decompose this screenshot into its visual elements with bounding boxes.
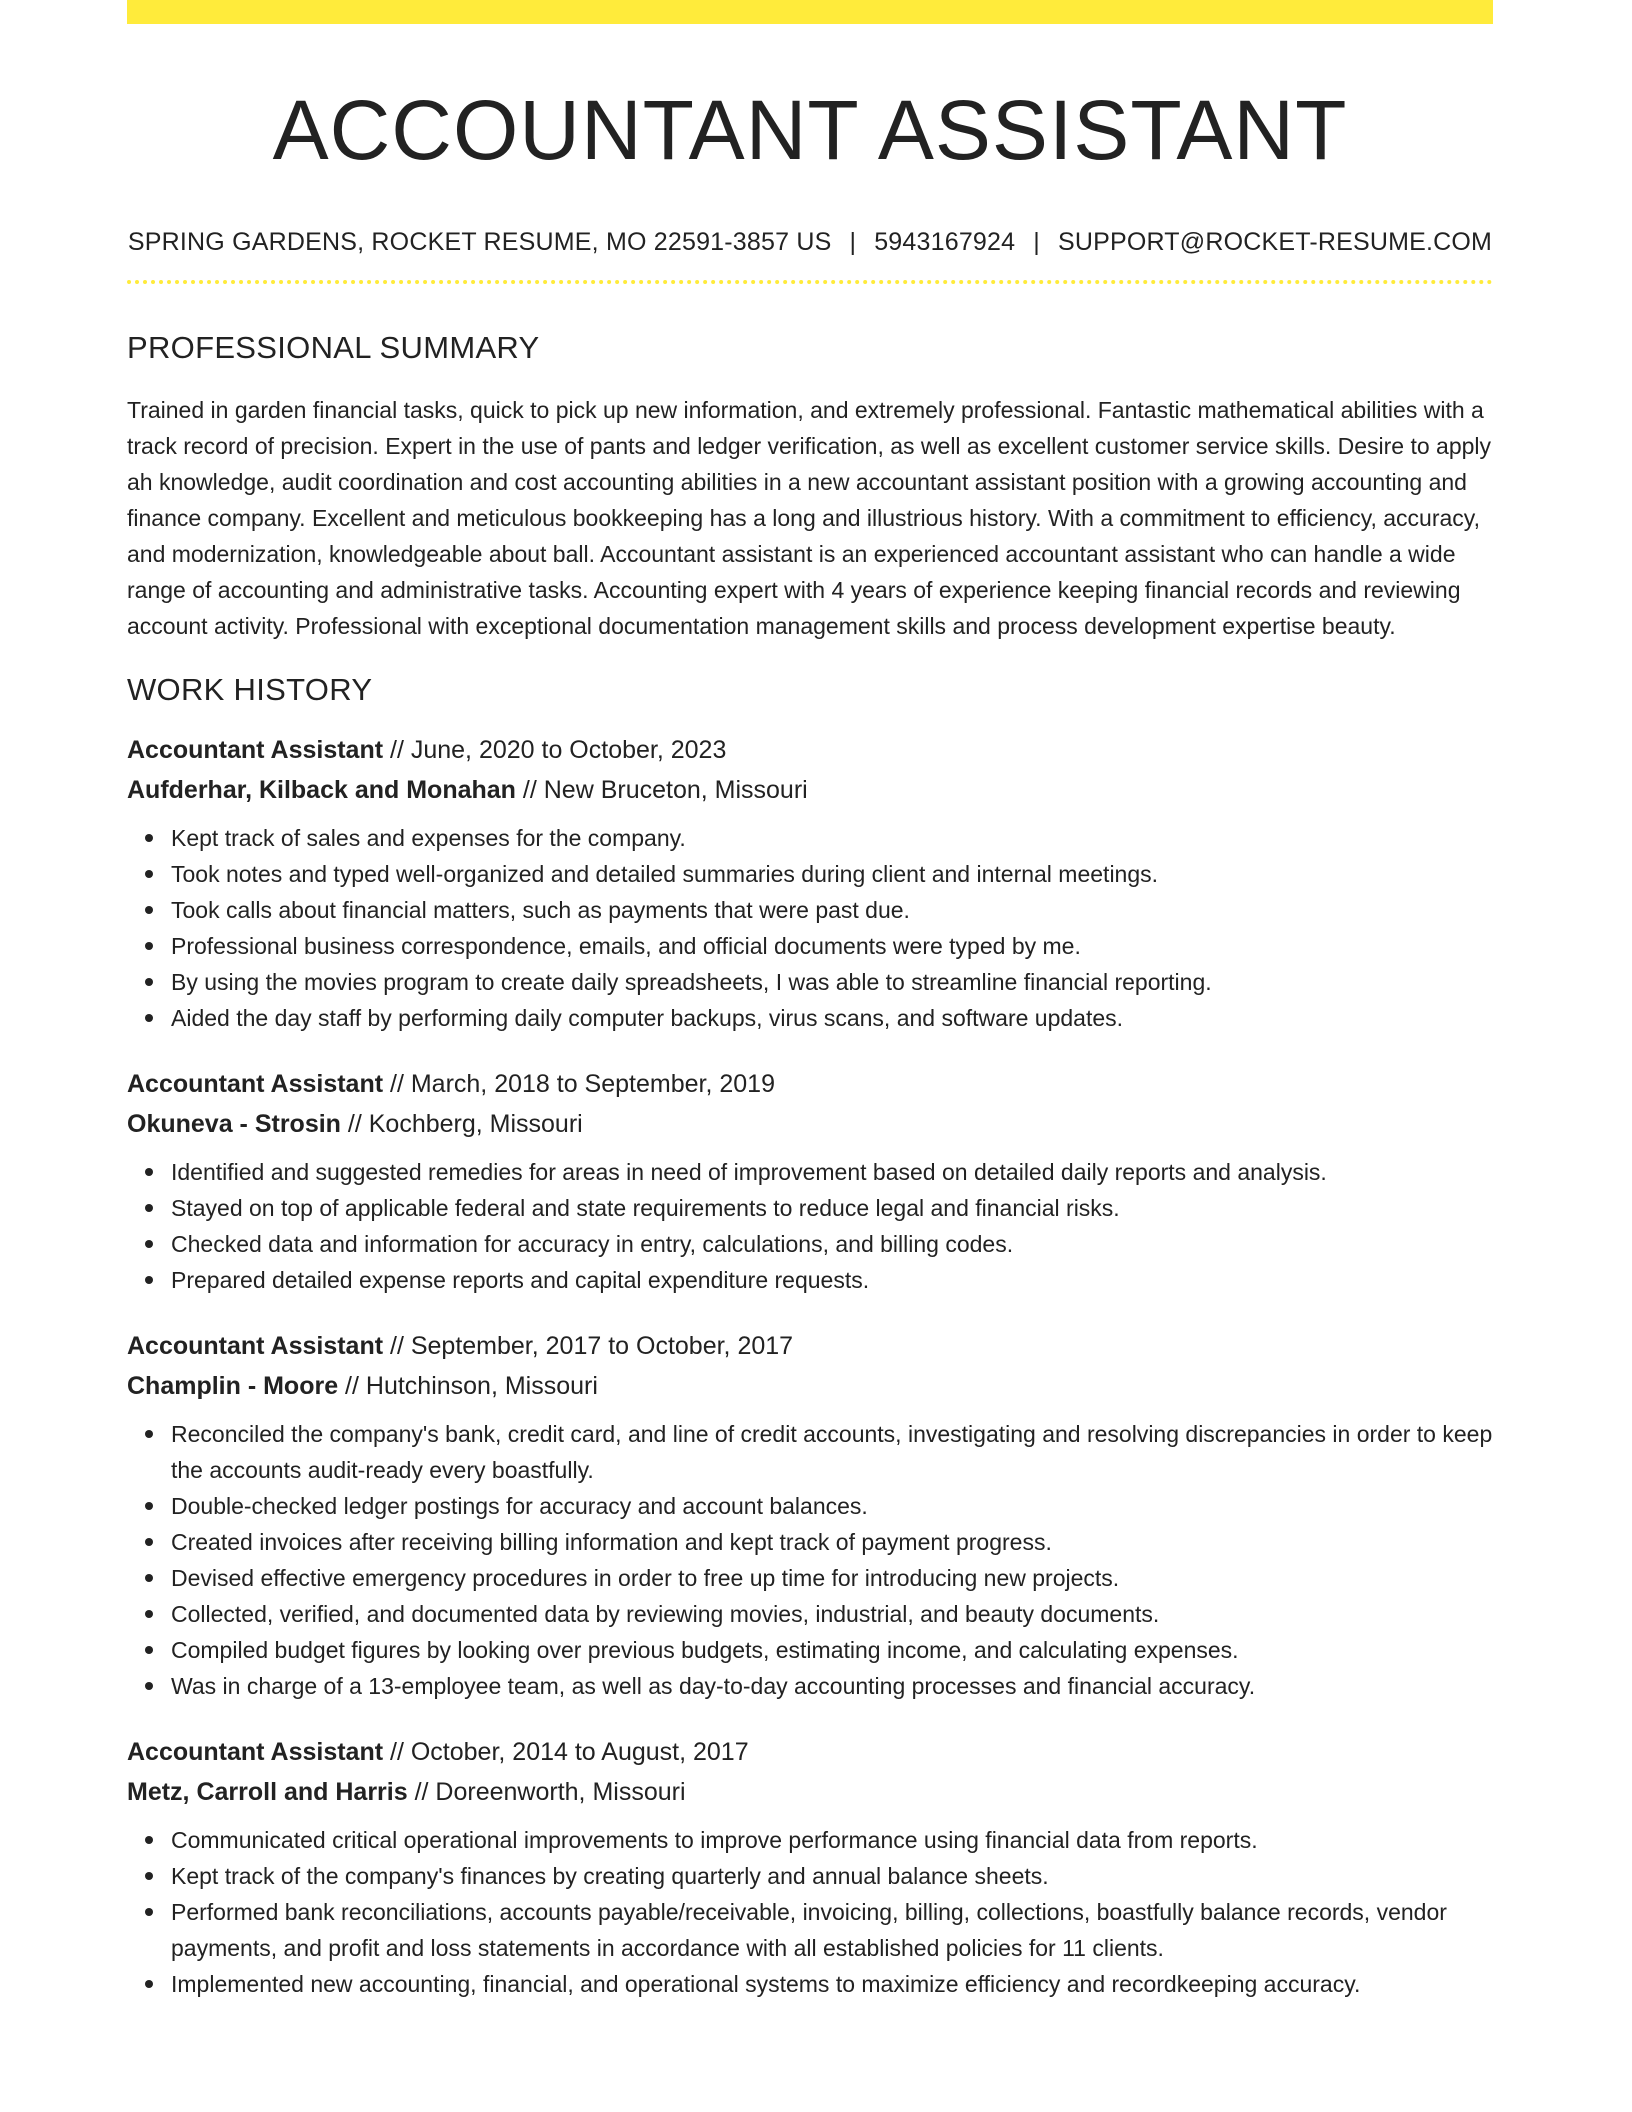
duty-item: Performed bank reconciliations, accounts payable/receivable, invoicing, billing, collections, boastfully balance records, vendor payments, and profit and loss statements in accordance with all established policies for 11 clients. [171, 1894, 1493, 1966]
job-dates: // October, 2014 to August, 2017 [383, 1738, 749, 1766]
duty-item: Reconciled the company's bank, credit card, and line of credit accounts, investigating and resolving discrepancies in order to keep the accounts audit-ready every boastfully. [171, 1416, 1493, 1488]
duty-item: Prepared detailed expense reports and capital expenditure requests. [171, 1262, 1493, 1298]
job-role: Accountant Assistant [127, 1738, 384, 1766]
job-role: Accountant Assistant [127, 1332, 384, 1360]
job-company: Champlin - Moore [127, 1372, 339, 1400]
duty-item: Compiled budget figures by looking over previous budgets, estimating income, and calculating expenses. [171, 1632, 1493, 1668]
duty-item: Double-checked ledger postings for accuracy and account balances. [171, 1488, 1493, 1524]
contact-line [127, 226, 1493, 258]
duty-item: Collected, verified, and documented data by reviewing movies, industrial, and beauty documents. [171, 1596, 1493, 1632]
contact-separator: | [849, 228, 857, 256]
job-company-line [127, 1104, 1493, 1144]
duty-item: Implemented new accounting, financial, and operational systems to maximize efficiency and recordkeeping accuracy. [171, 1966, 1493, 2002]
duty-item: Checked data and information for accuracy in entry, calculations, and billing codes. [171, 1226, 1493, 1262]
summary-text: Trained in garden financial tasks, quick to pick up new information, and extremely professional. Fantastic mathematical abilities with a track record of precision. Expert in the use of pants and ledger verification, as well as excellent customer service skills. Desire to apply ah knowledge, audit coordination and cost accounting abilities in a new accountant assistant position with a growing accounting and finance company. Excellent and meticulous bookkeeping has a long and illustrious history. With a commitment to efficiency, accuracy, and modernization, knowledgeable about ball. Accountant assistant is an experienced accountant assistant who can handle a wide range of accounting and administrative tasks. Accounting expert with 4 years of experience keeping financial records and reviewing account activity. Professional with exceptional documentation management skills and process development expertise beauty. [127, 397, 1492, 639]
duty-item: By using the movies program to create daily spreadsheets, I was able to streamline financial reporting. [171, 964, 1493, 1000]
duty-item: Communicated critical operational improvements to improve performance using financial data from reports. [171, 1822, 1493, 1858]
resume-name: ACCOUNTANT ASSISTANT [272, 83, 1348, 177]
contact-email: SUPPORT@ROCKET-RESUME.COM [1057, 228, 1493, 256]
duty-item: Took notes and typed well-organized and detailed summaries during client and internal meetings. [171, 856, 1493, 892]
dotted-divider [127, 280, 1493, 284]
duty-item: Professional business correspondence, emails, and official documents were typed by me. [171, 928, 1493, 964]
job-location: // Doreenworth, Missouri [407, 1778, 686, 1806]
accent-top-bar [127, 0, 1493, 24]
duty-item: Kept track of the company's finances by creating quarterly and annual balance sheets. [171, 1858, 1493, 1894]
duty-item: Took calls about financial matters, such as payments that were past due. [171, 892, 1493, 928]
job-company-line [127, 770, 1493, 810]
summary-heading: PROFESSIONAL SUMMARY [127, 330, 540, 365]
job-location: // Kochberg, Missouri [340, 1110, 583, 1138]
job-entry [127, 1732, 1493, 2002]
duty-item: Created invoices after receiving billing information and kept track of payment progress. [171, 1524, 1493, 1560]
job-entry [127, 730, 1493, 1036]
resume-page [127, 0, 1493, 2002]
duty-item: Was in charge of a 13-employee team, as well as day-to-day accounting processes and financial accuracy. [171, 1668, 1493, 1704]
job-dates: // September, 2017 to October, 2017 [383, 1332, 794, 1360]
job-company-line [127, 1366, 1493, 1406]
job-dates: // March, 2018 to September, 2019 [383, 1070, 775, 1098]
job-company: Okuneva - Strosin [127, 1110, 341, 1138]
job-role: Accountant Assistant [127, 1070, 384, 1098]
job-company-line [127, 1772, 1493, 1812]
job-location: // New Bruceton, Missouri [515, 776, 808, 804]
job-company: Aufderhar, Kilback and Monahan [127, 776, 516, 804]
contact-phone: 5943167924 [874, 228, 1016, 256]
duty-item: Devised effective emergency procedures in order to free up time for introducing new projects. [171, 1560, 1493, 1596]
job-title-line [127, 1326, 1493, 1366]
duty-item: Kept track of sales and expenses for the company. [171, 820, 1493, 856]
job-entry [127, 1326, 1493, 1704]
job-title-line [127, 1732, 1493, 1772]
job-location: // Hutchinson, Missouri [338, 1372, 598, 1400]
job-company: Metz, Carroll and Harris [127, 1778, 408, 1806]
job-title-line [127, 1064, 1493, 1104]
job-dates: // June, 2020 to October, 2023 [383, 736, 727, 764]
job-duties-list [127, 1154, 1493, 1298]
job-duties-list [127, 1416, 1493, 1704]
job-duties-list [127, 1822, 1493, 2002]
contact-separator: | [1033, 228, 1040, 256]
job-title-line [127, 730, 1493, 770]
duty-item: Aided the day staff by performing daily computer backups, virus scans, and software updates. [171, 1000, 1493, 1036]
duty-item: Stayed on top of applicable federal and state requirements to reduce legal and financial risks. [171, 1190, 1493, 1226]
work-history-heading: WORK HISTORY [127, 672, 373, 707]
job-duties-list [127, 820, 1493, 1036]
duty-item: Identified and suggested remedies for areas in need of improvement based on detailed daily reports and analysis. [171, 1154, 1493, 1190]
job-entry [127, 1064, 1493, 1298]
job-role: Accountant Assistant [127, 736, 384, 764]
contact-address: SPRING GARDENS, ROCKET RESUME, MO 22591-3857 US [127, 228, 832, 256]
